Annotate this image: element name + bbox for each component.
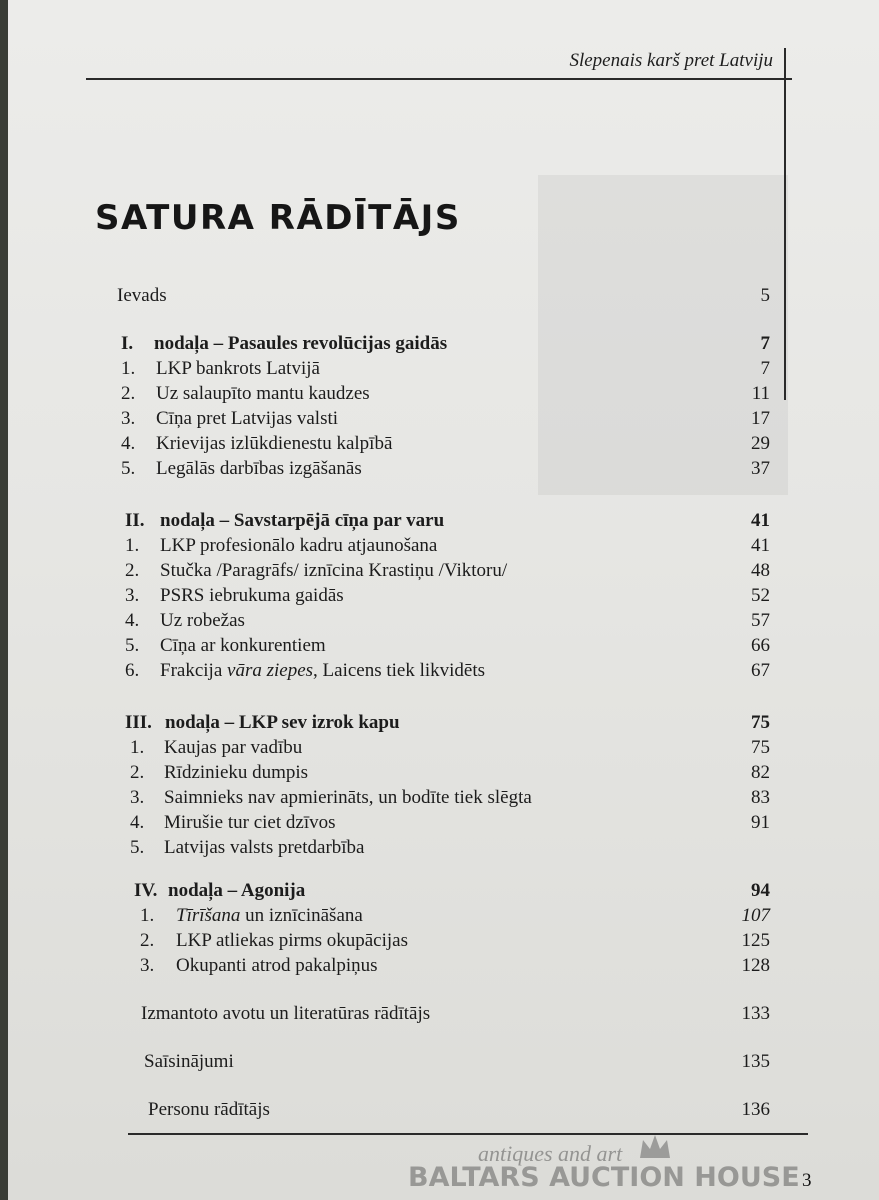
- chapter-number: IV.: [134, 880, 158, 901]
- item-number: 1.: [121, 358, 136, 379]
- page-number: 3: [802, 1170, 812, 1191]
- item-page: 91: [751, 812, 770, 833]
- item-number: 2.: [130, 762, 145, 783]
- back-matter-page: 135: [741, 1051, 770, 1072]
- toc-item: [121, 458, 770, 484]
- chapter-page: 94: [751, 880, 770, 901]
- toc-item: [130, 737, 770, 763]
- toc-back-matter: [144, 1051, 770, 1077]
- item-title: Rīdzinieku dumpis: [164, 762, 309, 783]
- toc-item: [140, 955, 770, 981]
- toc-intro-page: 5: [760, 285, 770, 306]
- item-number: 3.: [140, 955, 155, 976]
- toc-item: [130, 762, 770, 788]
- toc-item: [130, 812, 770, 838]
- chapter-number: I.: [121, 333, 134, 354]
- item-page: 41: [751, 535, 770, 556]
- item-number: 1.: [130, 737, 145, 758]
- item-title: Kaujas par vadību: [164, 737, 303, 758]
- item-title: LKP atliekas pirms okupācijas: [176, 930, 408, 951]
- item-page: 52: [751, 585, 770, 606]
- toc-item: [130, 837, 770, 863]
- item-title: LKP bankrots Latvijā: [156, 358, 320, 379]
- item-number: 5.: [125, 635, 140, 656]
- toc-item: [121, 408, 770, 434]
- chapter-number: III.: [125, 712, 152, 733]
- item-title: Okupanti atrod pakalpiņus: [176, 955, 378, 976]
- item-title: Legālās darbības izgāšanās: [156, 458, 362, 479]
- back-matter-title: Izmantoto avotu un literatūras rādītājs: [141, 1003, 431, 1024]
- toc-item: [125, 560, 770, 586]
- item-title: [160, 660, 485, 682]
- item-number: 4.: [130, 812, 145, 833]
- footer-rule: [128, 1133, 808, 1135]
- toc-item: [125, 585, 770, 611]
- toc-item: [121, 383, 770, 409]
- item-title: [176, 905, 363, 927]
- watermark-tagline: antiques and art: [478, 1141, 623, 1166]
- chapter-page: 75: [751, 712, 770, 733]
- item-number: 2.: [140, 930, 155, 951]
- item-page: 75: [751, 737, 770, 758]
- toc-back-matter: [141, 1003, 770, 1029]
- item-page: 67: [751, 660, 770, 681]
- item-title-post: , Laicens tiek likvidēts: [313, 660, 486, 681]
- back-matter-page: 133: [741, 1003, 770, 1024]
- item-title: Uz robežas: [160, 610, 245, 631]
- item-number: 2.: [121, 383, 136, 404]
- item-number: 2.: [125, 560, 140, 581]
- toc-item: [130, 787, 770, 813]
- back-matter-page: 136: [741, 1099, 770, 1120]
- toc-item: [125, 635, 770, 661]
- watermark-logo-text: BALTARS AUCTION HOUSE: [408, 1162, 800, 1193]
- item-page: 57: [751, 610, 770, 631]
- toc-item: [125, 610, 770, 636]
- toc-item: [125, 660, 770, 686]
- item-page: 48: [751, 560, 770, 581]
- item-page: 125: [741, 930, 770, 951]
- item-page: 17: [751, 408, 770, 429]
- chapter-page: 41: [751, 510, 770, 531]
- back-matter-title: Personu rādītājs: [148, 1099, 270, 1120]
- item-number: 5.: [130, 837, 145, 858]
- running-header: Slepenais karš pret Latviju: [569, 50, 773, 71]
- chapter-title: nodaļa – Savstarpējā cīņa par varu: [160, 510, 445, 531]
- crown-icon: [638, 1132, 672, 1162]
- item-title: Uz salaupīto mantu kaudzes: [156, 383, 370, 404]
- chapter-title: nodaļa – Agonija: [168, 880, 306, 901]
- item-page: 11: [751, 383, 770, 404]
- toc-intro: [117, 285, 770, 311]
- item-title: PSRS iebrukuma gaidās: [160, 585, 344, 606]
- item-page: 7: [760, 358, 770, 379]
- item-title: Cīņa ar konkurentiem: [160, 635, 326, 656]
- item-number: 4.: [125, 610, 140, 631]
- chapter-title: nodaļa – Pasaules revolūcijas gaidās: [154, 333, 448, 354]
- toc-item: [121, 358, 770, 384]
- back-matter-title: Saīsinājumi: [144, 1051, 234, 1072]
- item-number: 5.: [121, 458, 136, 479]
- item-page: 66: [751, 635, 770, 656]
- item-number: 3.: [130, 787, 145, 808]
- toc-chapter: [125, 712, 770, 738]
- item-page: 128: [741, 955, 770, 976]
- item-title-post: un iznīcināšana: [240, 905, 363, 926]
- item-title: Stučka /Paragrāfs/ iznīcina Krastiņu /Viktoru/: [160, 560, 508, 581]
- page-title: SATURA RĀDĪTĀJS: [95, 198, 461, 238]
- item-number: 3.: [125, 585, 140, 606]
- item-title-italic: vāra ziepes: [227, 660, 314, 681]
- item-page: 37: [751, 458, 770, 479]
- toc-chapter: [125, 510, 770, 536]
- item-page: 29: [751, 433, 770, 454]
- toc-back-matter: [148, 1099, 770, 1125]
- item-page: 82: [751, 762, 770, 783]
- header-vertical-rule: [784, 48, 786, 400]
- chapter-title: nodaļa – LKP sev izrok kapu: [165, 712, 400, 733]
- item-number: 6.: [125, 660, 140, 681]
- item-number: 4.: [121, 433, 136, 454]
- item-number: 1.: [140, 905, 155, 926]
- toc-intro-label: Ievads: [117, 285, 167, 306]
- item-number: 3.: [121, 408, 136, 429]
- toc-item: [140, 905, 770, 931]
- toc-chapter: [121, 333, 770, 359]
- item-title: Saimnieks nav apmierināts, un bodīte tiek slēgta: [164, 787, 532, 808]
- item-page: 83: [751, 787, 770, 808]
- item-title: Latvijas valsts pretdarbība: [164, 837, 365, 858]
- toc-item: [125, 535, 770, 561]
- item-title-pre: Frakcija: [160, 660, 228, 681]
- chapter-number: II.: [125, 510, 145, 531]
- item-title: Krievijas izlūkdienestu kalpībā: [156, 433, 393, 454]
- chapter-page: 7: [760, 333, 770, 354]
- item-title-italic: Tīrīšana: [176, 905, 241, 926]
- item-number: 1.: [125, 535, 140, 556]
- toc-item: [140, 930, 770, 956]
- toc-chapter: [134, 880, 770, 906]
- header-rule: [86, 78, 792, 80]
- book-page: [8, 0, 879, 1200]
- item-title: Cīņa pret Latvijas valsti: [156, 408, 339, 429]
- toc-item: [121, 433, 770, 459]
- item-title: Mirušie tur ciet dzīvos: [164, 812, 336, 833]
- item-page: 107: [741, 905, 770, 926]
- item-title: LKP profesionālo kadru atjaunošana: [160, 535, 438, 556]
